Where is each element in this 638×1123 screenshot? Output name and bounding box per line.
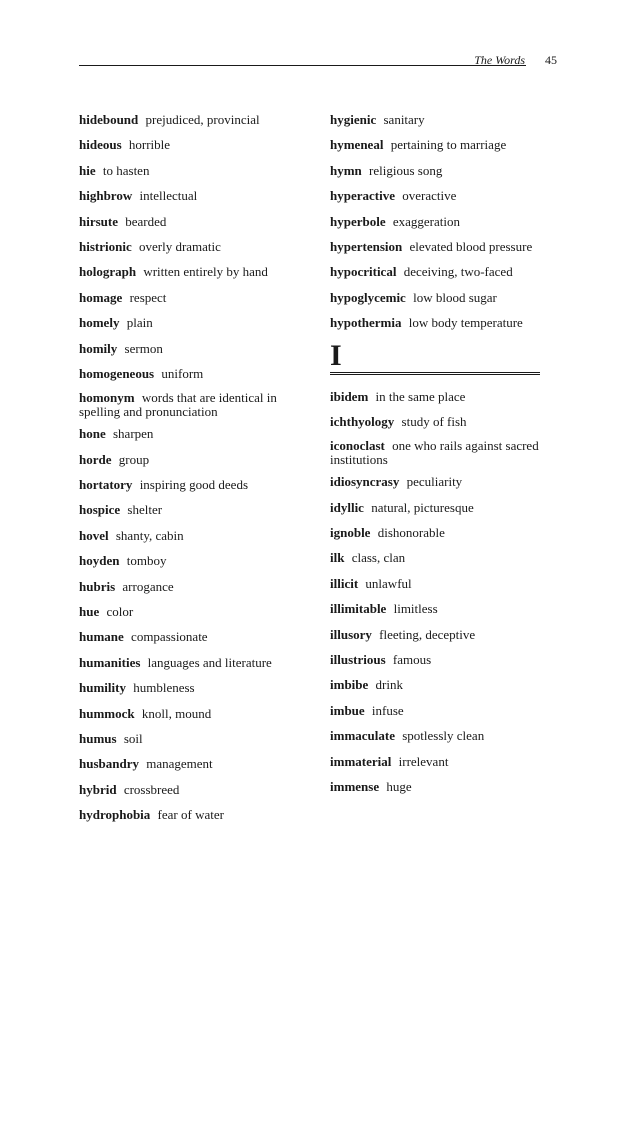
entry-definition: class, clan bbox=[351, 550, 406, 566]
section-letter: I bbox=[330, 338, 342, 372]
glossary-entry bbox=[79, 214, 304, 229]
entry-definition: group bbox=[118, 451, 150, 467]
entry-term: homonym bbox=[79, 390, 135, 406]
entry-definition: humbleness bbox=[133, 680, 195, 696]
entry-term: homage bbox=[79, 289, 123, 305]
entry-term: hypothermia bbox=[330, 315, 402, 331]
entry-definition: written entirely by hand bbox=[143, 264, 268, 280]
entry-definition: dishonorable bbox=[377, 525, 445, 541]
entry-term: immaculate bbox=[330, 728, 395, 744]
entry-term: idiosyncrasy bbox=[330, 474, 400, 490]
entry-definition: shanty, cabin bbox=[115, 527, 184, 543]
glossary-entry bbox=[330, 315, 545, 330]
page-header bbox=[79, 50, 559, 68]
glossary-entry bbox=[330, 112, 545, 127]
glossary-entry bbox=[79, 163, 304, 178]
glossary-entry bbox=[79, 680, 304, 695]
entry-term: hypoglycemic bbox=[330, 289, 406, 305]
entry-definition: study of fish bbox=[401, 413, 467, 429]
glossary-entry bbox=[330, 239, 545, 254]
entry-definition: color bbox=[106, 604, 134, 620]
glossary-entry bbox=[79, 782, 304, 797]
entry-definition: uniform bbox=[161, 365, 204, 381]
entry-definition: plain bbox=[126, 315, 153, 331]
entry-term: humane bbox=[79, 629, 124, 645]
entry-definition: infuse bbox=[371, 702, 404, 718]
entry-definition: overactive bbox=[402, 188, 457, 204]
glossary-entry bbox=[79, 477, 304, 492]
entry-term: ignoble bbox=[330, 525, 371, 541]
glossary-entry bbox=[330, 290, 545, 305]
glossary-entry bbox=[330, 474, 545, 489]
entry-definition: irrelevant bbox=[398, 753, 449, 769]
glossary-entry bbox=[79, 807, 304, 822]
entry-definition: overly dramatic bbox=[138, 238, 221, 254]
entry-term: hybrid bbox=[79, 781, 117, 797]
entry-definition: pertaining to marriage bbox=[390, 137, 507, 153]
entry-term: imbibe bbox=[330, 677, 369, 693]
entry-term: histrionic bbox=[79, 238, 132, 254]
entry-definition: exaggeration bbox=[392, 213, 461, 229]
entry-term: homogeneous bbox=[79, 365, 155, 381]
entry-definition: languages and literature bbox=[147, 654, 272, 670]
entry-definition: natural, picturesque bbox=[371, 499, 474, 515]
entry-term: hyperbole bbox=[330, 213, 386, 229]
glossary-entry bbox=[330, 389, 545, 404]
glossary-entry bbox=[79, 655, 304, 670]
glossary-entry bbox=[79, 731, 304, 746]
glossary-entry bbox=[79, 553, 304, 568]
entry-definition: words that are identical in spelling and pronunciation bbox=[79, 390, 277, 420]
glossary-entry bbox=[79, 426, 304, 441]
glossary-entry bbox=[79, 315, 304, 330]
entry-term: hygienic bbox=[330, 112, 377, 127]
right-column bbox=[330, 112, 545, 804]
entry-definition: peculiarity bbox=[406, 474, 463, 490]
glossary-entry bbox=[330, 500, 545, 515]
entry-term: imbue bbox=[330, 702, 365, 718]
glossary-entry bbox=[330, 703, 545, 718]
entry-term: holograph bbox=[79, 264, 137, 280]
entry-definition: drink bbox=[375, 677, 403, 693]
entry-term: hirsute bbox=[79, 213, 118, 229]
glossary-entry bbox=[79, 629, 304, 644]
glossary-entry bbox=[79, 112, 304, 127]
entry-term: humus bbox=[79, 730, 117, 746]
entry-definition: spotlessly clean bbox=[402, 728, 485, 744]
glossary-entry bbox=[330, 550, 545, 565]
entry-definition: famous bbox=[392, 652, 432, 668]
glossary-entry bbox=[79, 264, 304, 279]
entry-definition: soil bbox=[123, 730, 143, 746]
entry-term: hortatory bbox=[79, 477, 133, 493]
entry-definition: fear of water bbox=[157, 807, 224, 823]
entry-definition: low blood sugar bbox=[413, 289, 497, 305]
glossary-entry bbox=[330, 188, 545, 203]
glossary-entry bbox=[79, 502, 304, 517]
entry-definition: religious song bbox=[369, 162, 443, 178]
glossary-entry bbox=[330, 601, 545, 616]
entry-definition: fleeting, deceptive bbox=[379, 626, 476, 642]
glossary-entry bbox=[79, 290, 304, 305]
entry-term: hie bbox=[79, 162, 96, 178]
entry-term: hubris bbox=[79, 578, 116, 594]
entry-definition: huge bbox=[386, 778, 412, 794]
glossary-entry bbox=[79, 391, 304, 419]
glossary-entry bbox=[330, 728, 545, 743]
glossary-entry bbox=[330, 264, 545, 279]
glossary-entry bbox=[79, 756, 304, 771]
entry-term: hideous bbox=[79, 137, 122, 153]
entry-definition: deceiving, two-faced bbox=[403, 264, 513, 280]
entry-term: illusory bbox=[330, 626, 372, 642]
entry-definition: management bbox=[146, 756, 213, 772]
entry-term: illustrious bbox=[330, 652, 386, 668]
entry-term: hue bbox=[79, 604, 100, 620]
entry-definition: tomboy bbox=[126, 553, 167, 569]
glossary-entry bbox=[330, 677, 545, 692]
entry-definition: elevated blood pressure bbox=[409, 238, 533, 254]
entry-definition: one who rails against sacred institutions bbox=[330, 438, 539, 468]
glossary-entry bbox=[330, 576, 545, 591]
entry-definition: in the same place bbox=[375, 388, 466, 404]
entry-term: illimitable bbox=[330, 601, 387, 617]
glossary-entry bbox=[79, 452, 304, 467]
entry-term: humility bbox=[79, 680, 126, 696]
entry-definition: low body temperature bbox=[408, 315, 523, 331]
entry-definition: to hasten bbox=[102, 162, 150, 178]
entry-term: hovel bbox=[79, 527, 109, 543]
glossary-entry bbox=[79, 528, 304, 543]
glossary-entry bbox=[79, 366, 304, 381]
entry-definition: bearded bbox=[125, 213, 167, 229]
glossary-entry bbox=[330, 525, 545, 540]
entry-term: hymn bbox=[330, 162, 362, 178]
entry-term: immense bbox=[330, 778, 380, 794]
entry-definition: shelter bbox=[127, 502, 163, 518]
entry-term: iconoclast bbox=[330, 438, 385, 454]
running-title: The Words bbox=[474, 53, 525, 67]
glossary-entry bbox=[79, 341, 304, 356]
glossary-entry bbox=[79, 188, 304, 203]
entry-definition: arrogance bbox=[122, 578, 174, 594]
glossary-entry bbox=[330, 779, 545, 794]
glossary-entry bbox=[79, 137, 304, 152]
entry-term: hoyden bbox=[79, 553, 120, 569]
glossary-entry bbox=[79, 239, 304, 254]
entry-term: ichthyology bbox=[330, 413, 395, 429]
entry-term: ilk bbox=[330, 550, 345, 566]
entry-term: homily bbox=[79, 340, 118, 356]
glossary-entry bbox=[330, 137, 545, 152]
entry-definition: inspiring good deeds bbox=[139, 477, 249, 493]
entry-term: highbrow bbox=[79, 188, 133, 204]
entry-definition: crossbreed bbox=[123, 781, 180, 797]
entry-definition: limitless bbox=[393, 601, 438, 617]
entry-term: husbandry bbox=[79, 756, 139, 772]
entry-definition: sharpen bbox=[112, 426, 154, 442]
glossary-entry bbox=[330, 414, 545, 429]
entry-definition: sermon bbox=[124, 340, 163, 356]
entry-definition: intellectual bbox=[139, 188, 198, 204]
section-heading bbox=[330, 338, 545, 377]
glossary-entry bbox=[330, 627, 545, 642]
entry-term: horde bbox=[79, 451, 112, 467]
glossary-entry bbox=[79, 579, 304, 594]
entry-term: hospice bbox=[79, 502, 121, 518]
entry-definition: compassionate bbox=[131, 629, 208, 645]
entry-term: hone bbox=[79, 426, 106, 442]
entry-term: hydrophobia bbox=[79, 807, 151, 823]
entry-term: hidebound bbox=[79, 112, 139, 127]
entry-term: idyllic bbox=[330, 499, 364, 515]
page-number: 45 bbox=[545, 53, 557, 67]
entry-definition: sanitary bbox=[383, 112, 425, 127]
entry-term: hymeneal bbox=[330, 137, 384, 153]
entry-term: ibidem bbox=[330, 388, 369, 404]
glossary-entry bbox=[330, 214, 545, 229]
entry-term: humanities bbox=[79, 654, 141, 670]
entry-definition: prejudiced, provincial bbox=[145, 112, 260, 127]
left-column bbox=[79, 112, 304, 833]
glossary-entry bbox=[330, 754, 545, 769]
section-rule bbox=[330, 372, 540, 375]
entry-term: hypertension bbox=[330, 238, 403, 254]
entry-definition: horrible bbox=[128, 137, 171, 153]
glossary-entry bbox=[330, 652, 545, 667]
entry-definition: unlawful bbox=[365, 575, 412, 591]
entry-term: hypocritical bbox=[330, 264, 397, 280]
glossary-entry bbox=[330, 439, 545, 467]
entry-term: hummock bbox=[79, 705, 135, 721]
glossary-entry bbox=[79, 604, 304, 619]
glossary-entry bbox=[79, 706, 304, 721]
entry-definition: respect bbox=[129, 289, 167, 305]
header-rule bbox=[79, 65, 526, 66]
entry-term: hyperactive bbox=[330, 188, 395, 204]
entry-term: illicit bbox=[330, 575, 359, 591]
entry-term: immaterial bbox=[330, 753, 392, 769]
glossary-entry bbox=[330, 163, 545, 178]
entry-definition: knoll, mound bbox=[141, 705, 212, 721]
entry-term: homely bbox=[79, 315, 120, 331]
